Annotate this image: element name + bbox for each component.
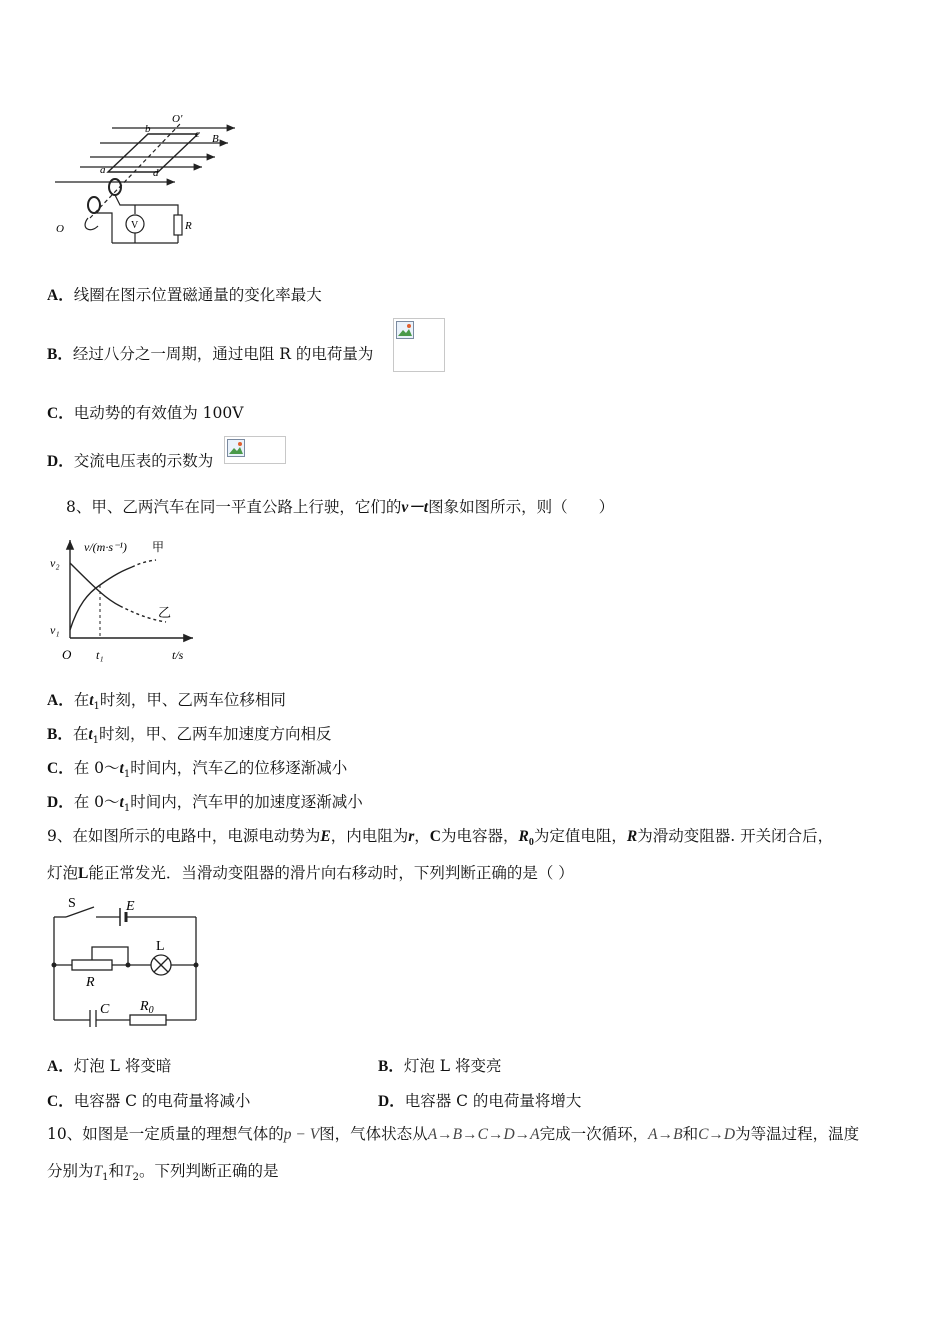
svg-text:v/(m·s⁻¹): v/(m·s⁻¹) [84, 540, 127, 554]
svg-text:S: S [68, 896, 76, 911]
rheostat-slider [92, 947, 128, 965]
svg-text:E: E [126, 899, 135, 914]
broken-formula-image [393, 318, 445, 372]
resistor-R0 [130, 1015, 166, 1025]
q9-option-b[interactable]: B．灯泡 L 将变亮 [378, 1057, 502, 1075]
q7-option-a[interactable]: A．线圈在图示位置磁通量的变化率最大 [47, 286, 322, 304]
svg-text:L: L [156, 939, 165, 954]
svg-text:O: O [56, 223, 64, 235]
q9-stem-line2: 灯泡L能正常发光．当滑动变阻器的滑片向右移动时，下列判断正确的是（ ） [47, 864, 574, 882]
svg-text:R0: $R_0$ [140, 999, 154, 1016]
svg-text:c: c [195, 128, 200, 140]
slip-ring [88, 197, 100, 213]
svg-text:C: C [100, 1002, 110, 1017]
resistor-R [174, 215, 182, 235]
vt-graph [48, 535, 198, 670]
q8-option-d[interactable]: D．在 $0\sim t_1$时间内，汽车甲的加速度逐渐减小 [47, 793, 363, 815]
svg-text:a: a [100, 164, 106, 176]
svg-text:t₁: t₁ [96, 648, 104, 662]
svg-text:v₂: v₂ [50, 556, 60, 570]
q9-option-d[interactable]: D．电容器 C 的电荷量将增大 [378, 1092, 582, 1110]
q10-stem-line1: 10、如图是一定质量的理想气体的p − V图，气体状态从A→B→C→D→A完成一次循环，A→B和C→D为等温过程，温度 [47, 1125, 860, 1143]
broken-formula-image [224, 436, 286, 464]
q8-stem: 8、甲、乙两汽车在同一平直公路上行驶，它们的v－t图象如图所示，则（ ） [66, 498, 615, 516]
rheostat-R [72, 960, 112, 970]
q7-option-c[interactable]: C．电动势的有效值为 100V [47, 404, 244, 422]
svg-text:R: R [86, 975, 95, 990]
broken-image-icon [396, 321, 414, 339]
q8-option-c[interactable]: C．在 $0\sim t_1$时间内，汽车乙的位移逐渐减小 [47, 759, 348, 781]
svg-text:v₁: v₁ [50, 623, 60, 637]
q10-stem-line2: 分别为$T_1$和$T_2$。下列判断正确的是 [47, 1162, 279, 1184]
generator-coil-figure [50, 110, 250, 250]
q8-option-a[interactable]: A．在$t_1$时刻，甲、乙两车位移相同 [47, 691, 286, 713]
svg-text:t/s: t/s [172, 648, 184, 662]
svg-text:O': O' [172, 113, 183, 125]
q9-option-c[interactable]: C．电容器 C 的电荷量将减小 [47, 1092, 251, 1110]
svg-text:乙: 乙 [158, 605, 172, 620]
svg-text:b: b [145, 123, 151, 135]
svg-text:甲: 甲 [152, 540, 165, 554]
q7-option-b[interactable]: B．经过八分之一周期，通过电阻 R 的电荷量为 [47, 345, 374, 363]
q7-option-d[interactable]: D．交流电压表的示数为 [47, 452, 214, 470]
q8-option-b[interactable]: B．在$t_1$时刻，甲、乙两车加速度方向相反 [47, 725, 332, 747]
broken-image-icon [227, 439, 245, 457]
circuit-diagram [46, 892, 206, 1027]
svg-text:V: V [131, 220, 139, 231]
curve-yi [70, 563, 120, 606]
q9-stem-line1: 9、在如图所示的电路中，电源电动势为E，内电阻为r，C为电容器，$R_0$为定值电阻，R为滑动变阻器. 开关闭合后， [47, 827, 834, 849]
svg-text:B: B [212, 133, 219, 145]
curve-jia-dashed [132, 560, 156, 567]
svg-text:O: O [62, 647, 72, 662]
curve-jia [70, 567, 132, 630]
svg-text:d: d [153, 167, 159, 179]
q9-option-a[interactable]: A．灯泡 L 将变暗 [47, 1057, 172, 1075]
svg-text:R: R [185, 220, 192, 232]
